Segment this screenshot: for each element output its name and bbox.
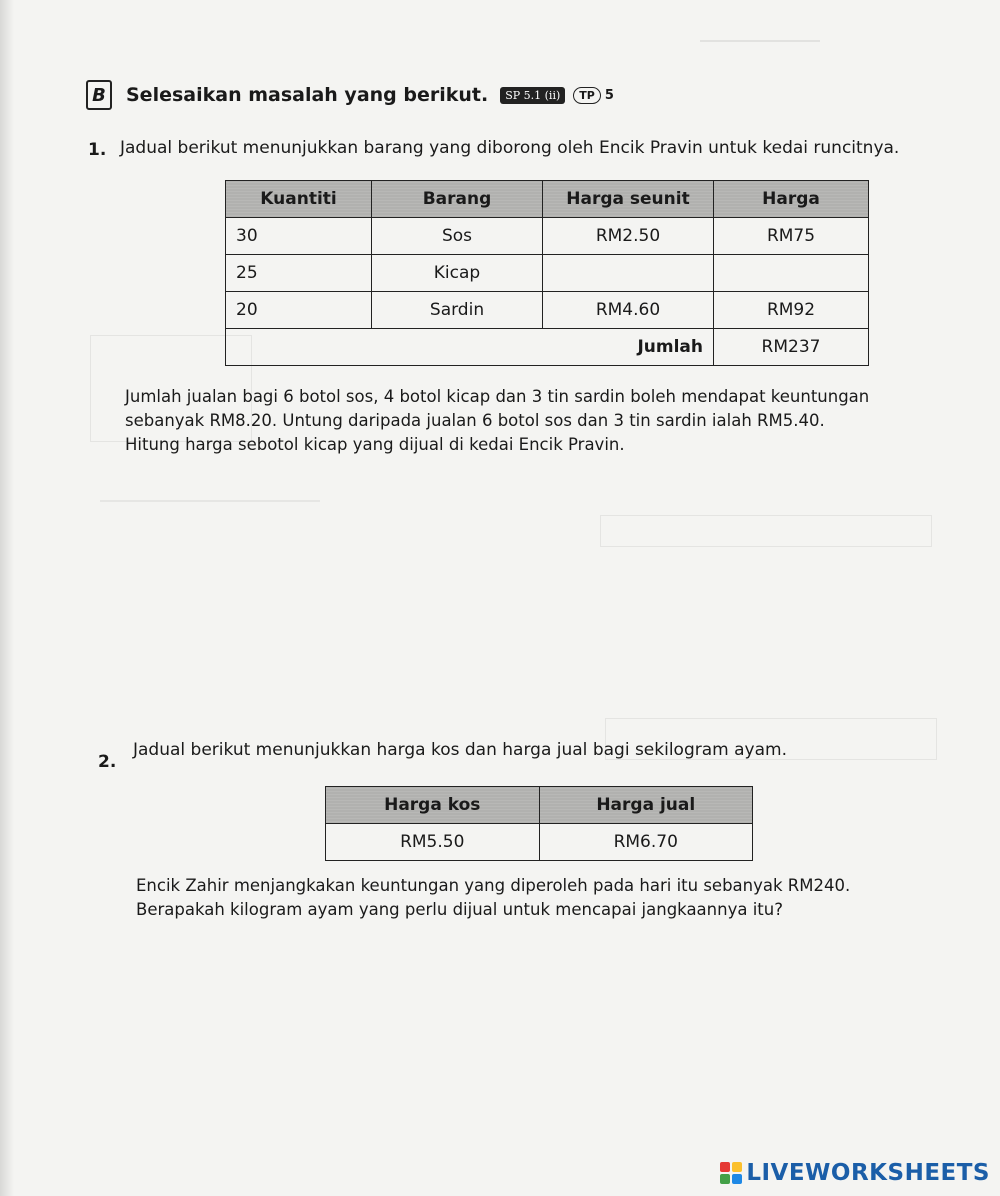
total-label: Jumlah <box>226 329 714 366</box>
table-header-cell: Harga jual <box>539 787 753 824</box>
table-cell: RM92 <box>714 292 869 329</box>
table-row <box>226 255 869 292</box>
table-cell: 20 <box>226 292 372 329</box>
section-title: Selesaikan masalah yang berikut. <box>126 84 489 106</box>
tp-level: 5 <box>604 87 614 103</box>
problem-line: Berapakah kilogram ayam yang perlu dijual untuk mencapai jangkaannya itu? <box>136 900 783 919</box>
logo-square <box>720 1174 730 1184</box>
table-cell: Kicap <box>372 255 543 292</box>
page-edge-shadow <box>0 0 14 1196</box>
question-1-problem <box>125 385 975 457</box>
table-cell: Sos <box>372 218 543 255</box>
section-header <box>86 80 614 110</box>
question-1-number: 1. <box>88 140 107 160</box>
table-total-row <box>226 329 869 366</box>
question-2-table <box>325 786 753 861</box>
table-cell: RM2.50 <box>543 218 714 255</box>
question-2-number: 2. <box>98 752 117 772</box>
table-header-cell: Kuantiti <box>226 181 372 218</box>
logo-square <box>732 1162 742 1172</box>
table-cell: RM4.60 <box>543 292 714 329</box>
table-cell: Sardin <box>372 292 543 329</box>
table-header-row <box>326 787 753 824</box>
problem-line: Encik Zahir menjangkakan keuntungan yang diperoleh pada hari itu sebanyak RM240. <box>136 876 851 895</box>
table-header-row <box>226 181 869 218</box>
problem-line: Hitung harga sebotol kicap yang dijual di kedai Encik Pravin. <box>125 435 625 454</box>
table-header-cell: Barang <box>372 181 543 218</box>
table-cell <box>543 255 714 292</box>
table-cell <box>714 255 869 292</box>
table-cell: RM5.50 <box>326 824 540 861</box>
table-row <box>226 292 869 329</box>
table-row <box>226 218 869 255</box>
bleed-through-box <box>600 515 932 547</box>
tp-badge: TP <box>573 87 601 104</box>
logo-square <box>732 1174 742 1184</box>
question-2-problem <box>136 874 981 922</box>
bleed-through-line <box>100 500 320 502</box>
table-header-cell: Harga kos <box>326 787 540 824</box>
total-value: RM237 <box>714 329 869 366</box>
question-1-intro: Jadual berikut menunjukkan barang yang diborong oleh Encik Pravin untuk kedai runcitnya. <box>120 138 900 158</box>
table-cell: 30 <box>226 218 372 255</box>
watermark-text: LIVEWORKSHEETS <box>746 1160 990 1186</box>
table-cell: RM75 <box>714 218 869 255</box>
table-row <box>326 824 753 861</box>
table-header-cell: Harga <box>714 181 869 218</box>
problem-line: sebanyak RM8.20. Untung daripada jualan 6 botol sos dan 3 tin sardin ialah RM5.40. <box>125 411 825 430</box>
bleed-through-line <box>700 40 820 42</box>
table-header-cell: Harga seunit <box>543 181 714 218</box>
question-2-intro: Jadual berikut menunjukkan harga kos dan harga jual bagi sekilogram ayam. <box>133 740 787 760</box>
question-1-table <box>225 180 869 366</box>
section-letter: B <box>86 80 112 110</box>
liveworksheets-watermark <box>720 1160 990 1186</box>
logo-square <box>720 1162 730 1172</box>
liveworksheets-logo-icon <box>720 1162 742 1184</box>
table-cell: 25 <box>226 255 372 292</box>
table-cell: RM6.70 <box>539 824 753 861</box>
sp-badge: SP 5.1 (ii) <box>500 87 565 104</box>
problem-line: Jumlah jualan bagi 6 botol sos, 4 botol kicap dan 3 tin sardin boleh mendapat keuntungan <box>125 387 870 406</box>
